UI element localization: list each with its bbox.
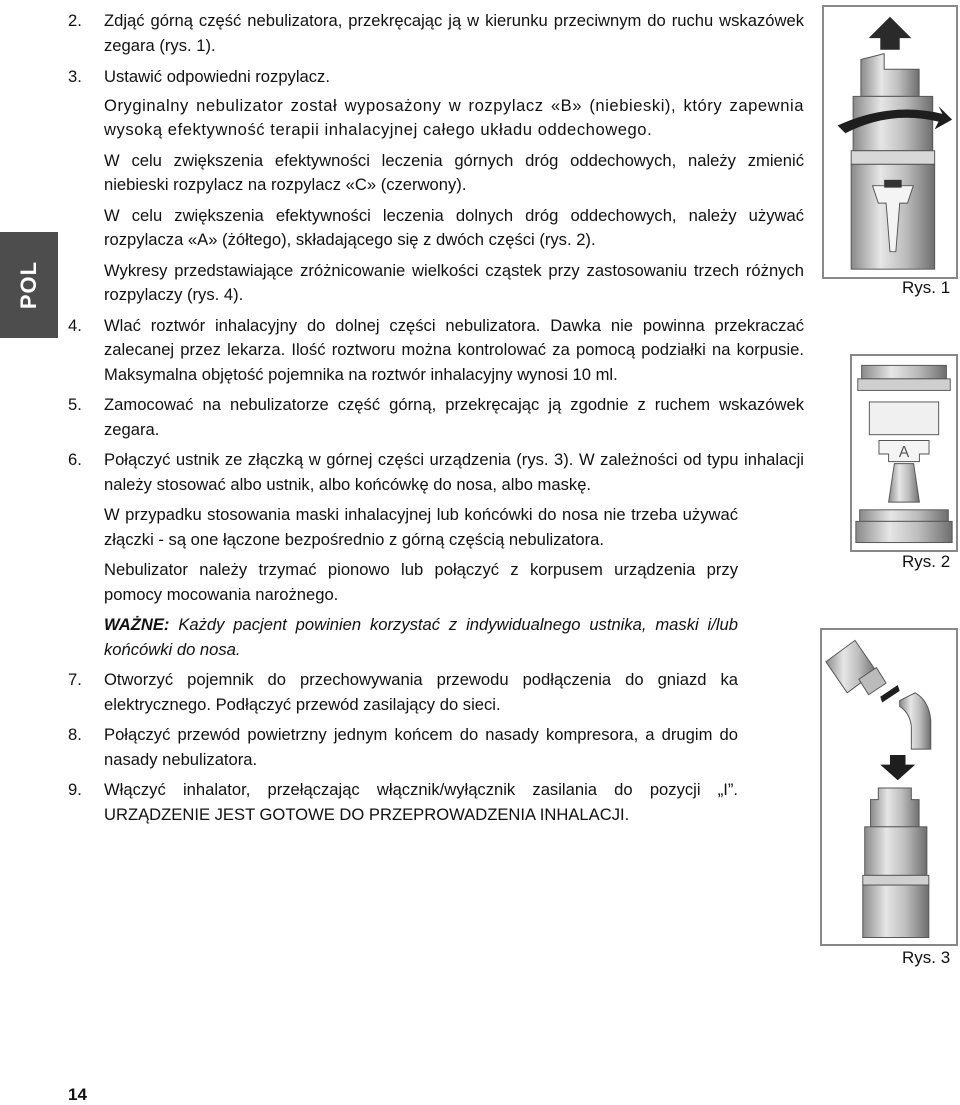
instruction-number: 7. <box>68 670 82 689</box>
instruction-number: 5. <box>68 395 82 414</box>
instruction-2 <box>64 9 804 58</box>
instruction-paragraph: W celu zwiększenia efektywności leczenia górnych dróg oddechowych, należy zmienić niebieski rozpylacz na rozpylacz «C» (czerwony). <box>104 150 804 194</box>
instruction-text: Połączyć przewód powietrzny jednym końcem do nasady kompresora, a drugim do nasady nebulizatora. <box>104 725 738 769</box>
instruction-text: Zdjąć górną część nebulizatora, przekręcając ją w kierunku przeciwnym do ruchu wskazówek zegara (rys. 1). <box>104 11 804 55</box>
instruction-6 <box>64 448 804 497</box>
instruction-number: 8. <box>68 725 82 744</box>
arrow-icon <box>880 685 899 702</box>
figure-2 <box>850 354 958 552</box>
language-tab <box>0 232 58 338</box>
instruction-3 <box>64 65 804 90</box>
instruction-9 <box>64 778 738 827</box>
important-note <box>104 613 738 662</box>
instruction-paragraph: Oryginalny nebulizator został wyposażony w rozpylacz «B» (niebieski), który zapewnia wysoką efektywność terapii inhalacyjnej całego układu oddechowego. <box>104 95 804 139</box>
instruction-text: Otworzyć pojemnik do przechowywania przewodu podłączenia do gniazd ka elektrycznego. Podłączyć przewód zasilający do sieci. <box>104 670 738 714</box>
figure-3 <box>820 628 958 946</box>
language-tab-label: POL <box>15 260 41 310</box>
instruction-7 <box>64 668 738 717</box>
figure-1-caption: Rys. 1 <box>902 278 951 297</box>
instruction-text: Wlać roztwór inhalacyjny do dolnej części nebulizatora. Dawka nie powinna przekraczać zalecanej przez lekarza. Ilość roztworu można kontrolować za pomocą podziałki na korpusie. Maksymalna objętość pojemnika na roztwór inhalacyjny wynosi 10 ml. <box>104 315 804 384</box>
instruction-number: 9. <box>68 780 82 799</box>
instruction-number: 4. <box>68 315 82 335</box>
instruction-5 <box>64 393 804 442</box>
instruction-paragraph: W przypadku stosowania maski inhalacyjnej lub końcówki do nosa nie trzeba używać złączki - są one łączone bezpośrednio z górną częścią nebulizatora. <box>104 505 738 549</box>
instruction-8 <box>64 723 738 772</box>
atomizer-a-illustration <box>852 356 956 550</box>
important-label: WAŻNE: <box>104 615 170 634</box>
important-text: Każdy pacjent powinien korzystać z indywidualnego ustnika, maski i/lub końcówki do nosa. <box>104 615 738 659</box>
instruction-paragraph: Nebulizator należy trzymać pionowo lub połączyć z korpusem urządzenia przy pomocy mocowania narożnego. <box>104 560 738 604</box>
nebulizer-top-removal-illustration <box>824 7 956 277</box>
up-arrow-icon <box>869 17 912 50</box>
instruction-number: 6. <box>68 450 82 469</box>
instruction-paragraph: W celu zwiększenia efektywności leczenia dolnych dróg oddechowych, należy używać rozpylacza «A» (żółtego), składającego się z dwóch części (rys. 2). <box>104 205 804 249</box>
instruction-text: Połączyć ustnik ze złączką w górnej części urządzenia (rys. 3). W zależności od typu inhalacji należy stosować albo ustnik, albo końcówkę do nosa, albo maskę. <box>104 450 804 494</box>
instruction-text: Włączyć inhalator, przełączając włącznik/wyłącznik zasilania do pozycji „I”. URZĄDZENIE JEST GOTOWE DO PRZEPROWADZENIA INHALACJI. <box>104 780 738 824</box>
instruction-number: 3. <box>68 67 82 86</box>
instruction-text: Ustawić odpowiedni rozpylacz. <box>104 67 330 86</box>
mouthpiece-connection-illustration <box>822 630 956 944</box>
instruction-paragraph: Wykresy przedstawiające zróżnicowanie wielkości cząstek przy zastosowaniu trzech różnych rozpylaczy (rys. 4). <box>104 260 804 304</box>
figure-2-caption: Rys. 2 <box>902 552 951 571</box>
atomizer-label: A <box>898 443 910 461</box>
figure-3-caption: Rys. 3 <box>902 948 951 967</box>
figure-1 <box>822 5 958 279</box>
page-number: 14 <box>68 1085 87 1104</box>
instructions-list <box>64 9 804 827</box>
instruction-number: 2. <box>68 11 82 30</box>
instruction-text: Zamocować na nebulizatorze część górną, przekręcając ją zgodnie z ruchem wskazówek zegara. <box>104 395 804 439</box>
instruction-4 <box>64 314 804 388</box>
down-arrow-icon <box>880 755 915 780</box>
